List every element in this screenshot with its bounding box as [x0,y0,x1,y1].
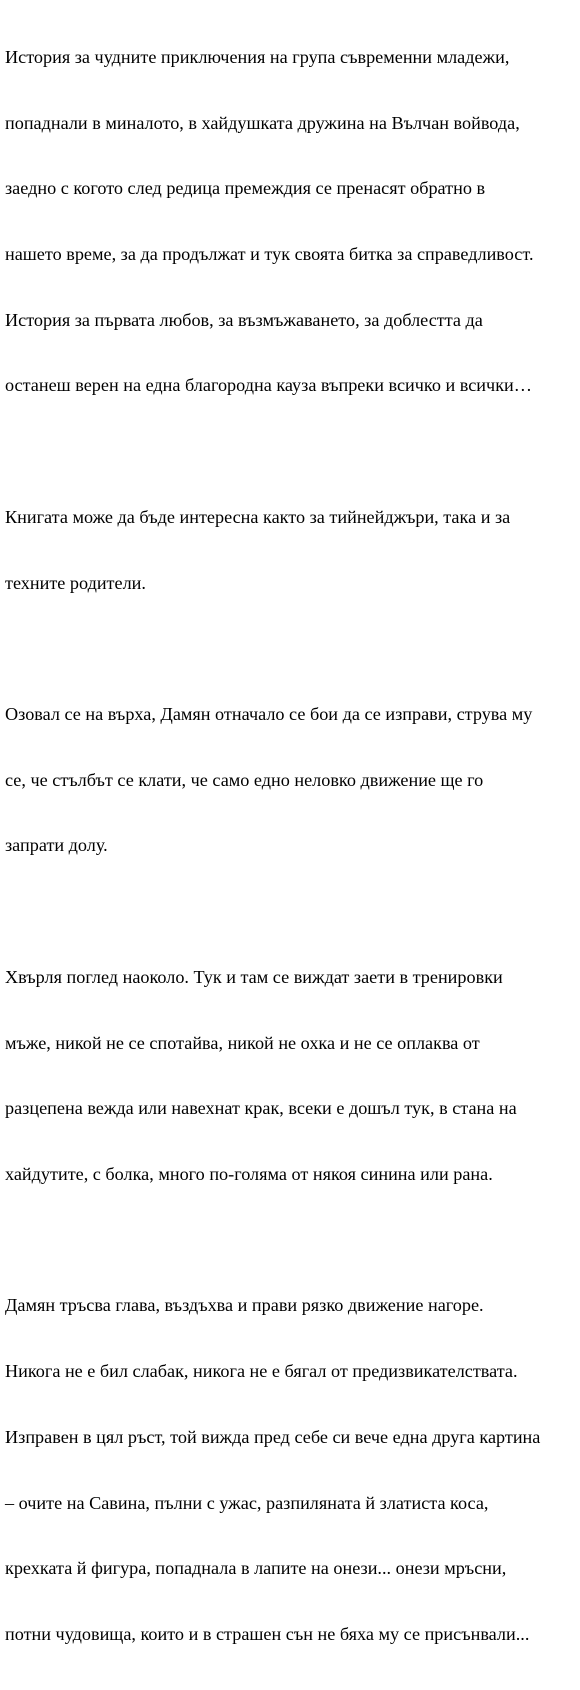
text-line: – очите на Савина, пълни с ужас, разпиляната й златиста коса, [5,1492,489,1513]
paragraph-excerpt-2 [5,923,577,1230]
text-line: Дамян тръсва глава, въздъхва и прави рязко движение нагоре. [5,1295,484,1316]
text-line: История за първата любов, за възмъжаването, за доблестта да [5,309,483,330]
text-line: се, че стълбът се клати, че само едно неловко движение ще го [5,769,484,790]
paragraph-audience [5,463,577,638]
text-line: разцепена вежда или навехнат крак, всеки е дошъл тук, в стана на [5,1098,517,1119]
text-line: Никога не е бил слабак, никога не е бягал от предизвикателствата. [5,1361,518,1382]
text-line: мъже, никой не се спотайва, никой не охка и не се оплаква от [5,1032,480,1053]
text-line: запрати долу. [5,835,108,856]
text-line: Хвърля поглед наоколо. Тук и там се виждат заети в тренировки [5,966,503,987]
document-page [5,3,577,1690]
paragraph-excerpt-1 [5,660,577,901]
text-line: заедно с когото след редица премеждия се пренасят обратно в [5,178,486,199]
paragraph-book-description [5,3,577,441]
text-line: потни чудовища, които и в страшен сън не бяха му се присънвали... [5,1624,530,1644]
paragraph-excerpt-3 [5,1252,577,1690]
text-line: нашето време, за да продължат и тук своята битка за справедливост. [5,243,534,264]
text-line: Озовал се на върха, Дамян отначало се бои да се изправи, струва му [5,703,533,724]
text-line: останеш верен на една благородна кауза въпреки всичко и всички… [5,375,532,396]
text-line: История за чудните приключения на група съвременни младежи, [5,46,510,67]
text-line: Изправен в цял ръст, той вижда пред себе си вече една друга картина [5,1426,541,1447]
text-line: попаднали в миналото, в хайдушката дружина на Вълчан войвода, [5,112,520,133]
text-line: хайдутите, с болка, много по-голяма от някоя синина или рана. [5,1163,493,1184]
text-line: Книгата може да бъде интересна както за тийнейджъри, така и за [5,506,511,527]
text-line: крехката й фигура, попаднала в лапите на онези... онези мръсни, [5,1558,507,1579]
text-line: техните родители. [5,572,146,593]
